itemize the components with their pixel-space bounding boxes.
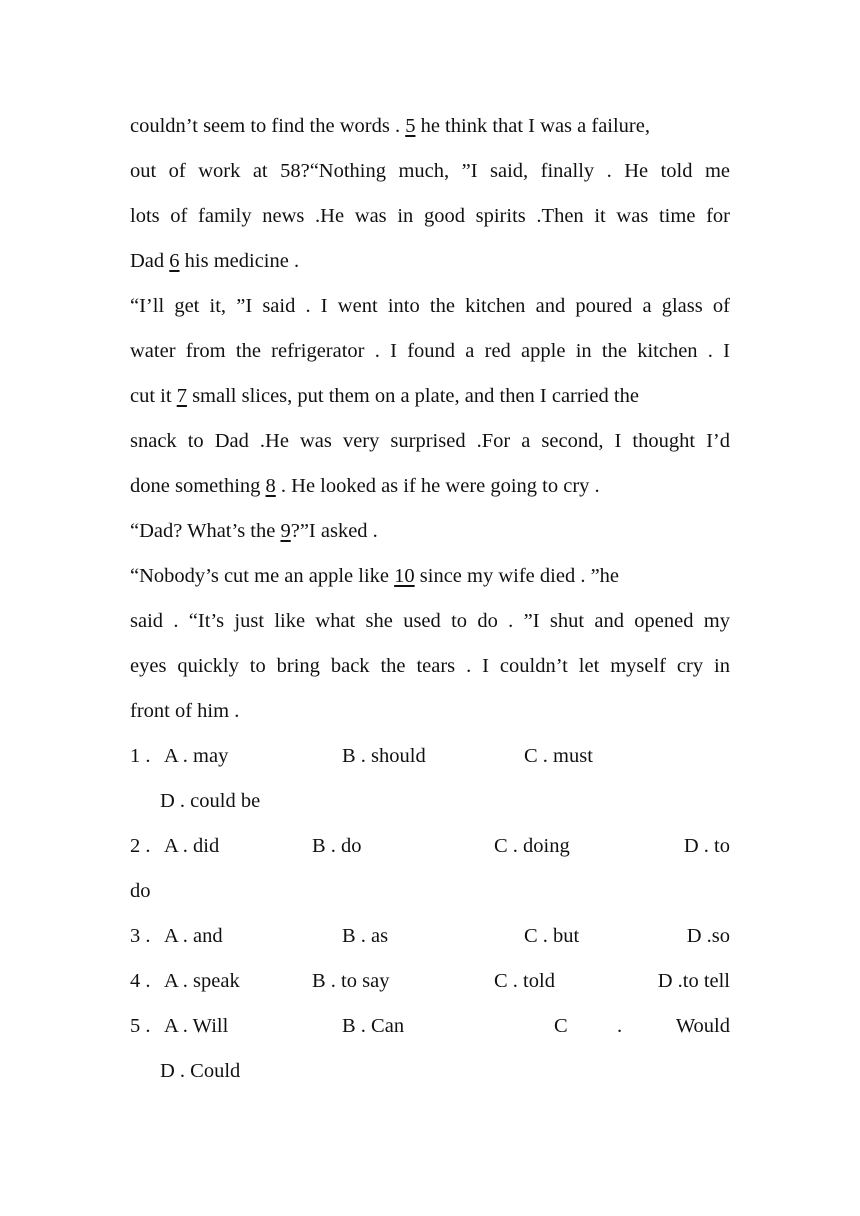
option-d: D . could be (160, 790, 261, 812)
passage-line: eyes quickly to bring back the tears . I couldn’t let myself cry in (130, 655, 730, 677)
passage-line: done something 8 . He looked as if he were going to cry . (130, 475, 600, 497)
blank-10: 10 (394, 565, 415, 587)
passage-line: couldn’t seem to find the words . 5 he think that I was a failure, (130, 115, 650, 137)
option-a: A . did (164, 835, 220, 857)
option-c: C (554, 1015, 568, 1037)
blank-9: 9 (280, 520, 291, 542)
option-b: B . should (342, 745, 426, 767)
question-1-options (130, 734, 730, 779)
question-number: 5 . (130, 1015, 151, 1037)
question-2-options-cont (130, 869, 730, 914)
option-b: B . do (312, 835, 362, 857)
passage-line: water from the refrigerator . I found a red apple in the kitchen . I (130, 340, 730, 362)
option-c: C . told (494, 970, 555, 992)
option-d: D .so (686, 925, 730, 947)
passage-line: front of him . (130, 700, 240, 722)
option-c: C . doing (494, 835, 570, 857)
question-5-options (130, 1004, 730, 1049)
option-b: B . Can (342, 1015, 405, 1037)
blank-6: 6 (169, 250, 180, 272)
option-a: A . Will (164, 1015, 229, 1037)
question-number: 1 . (130, 745, 151, 767)
option-d: D . to (683, 835, 730, 857)
option-d: D .to tell (657, 970, 730, 992)
passage-line: lots of family news .He was in good spirits .Then it was time for (130, 205, 730, 227)
option-a: A . may (164, 745, 229, 767)
passage-line: said . “It’s just like what she used to do . ”I shut and opened my (130, 610, 730, 632)
blank-7: 7 (176, 385, 187, 407)
passage-line: cut it 7 small slices, put them on a plate, and then I carried the (130, 385, 639, 407)
option-a: A . speak (164, 970, 240, 992)
passage-line: Dad 6 his medicine . (130, 250, 300, 272)
question-3-options (130, 914, 730, 959)
passage-line: out of work at 58?“Nothing much, ”I said, finally . He told me (130, 160, 730, 182)
option-c: C . but (524, 925, 580, 947)
option-a: A . and (164, 925, 223, 947)
question-number: 3 . (130, 925, 151, 947)
option-c-dot: . (617, 1015, 623, 1037)
option-b: B . as (342, 925, 389, 947)
question-1-options-cont (130, 779, 730, 824)
question-5-options-cont (130, 1049, 730, 1094)
option-c: C . must (524, 745, 593, 767)
question-number: 4 . (130, 970, 151, 992)
document-page (130, 104, 730, 1094)
blank-8: 8 (265, 475, 276, 497)
blank-5: 5 (405, 115, 416, 137)
passage-line: “Dad? What’s the 9?”I asked . (130, 520, 378, 542)
question-4-options (130, 959, 730, 1004)
option-b: B . to say (312, 970, 390, 992)
question-number: 2 . (130, 835, 151, 857)
option-c-word: Would (675, 1015, 730, 1037)
passage-line: “I’ll get it, ”I said . I went into the kitchen and poured a glass of (130, 295, 730, 317)
passage-line: snack to Dad .He was very surprised .For a second, I thought I’d (130, 430, 730, 452)
option-d-wrap: do (130, 880, 151, 902)
option-d: D . Could (160, 1060, 241, 1082)
question-2-options (130, 824, 730, 869)
passage-line: “Nobody’s cut me an apple like 10 since my wife died . ”he (130, 565, 620, 587)
